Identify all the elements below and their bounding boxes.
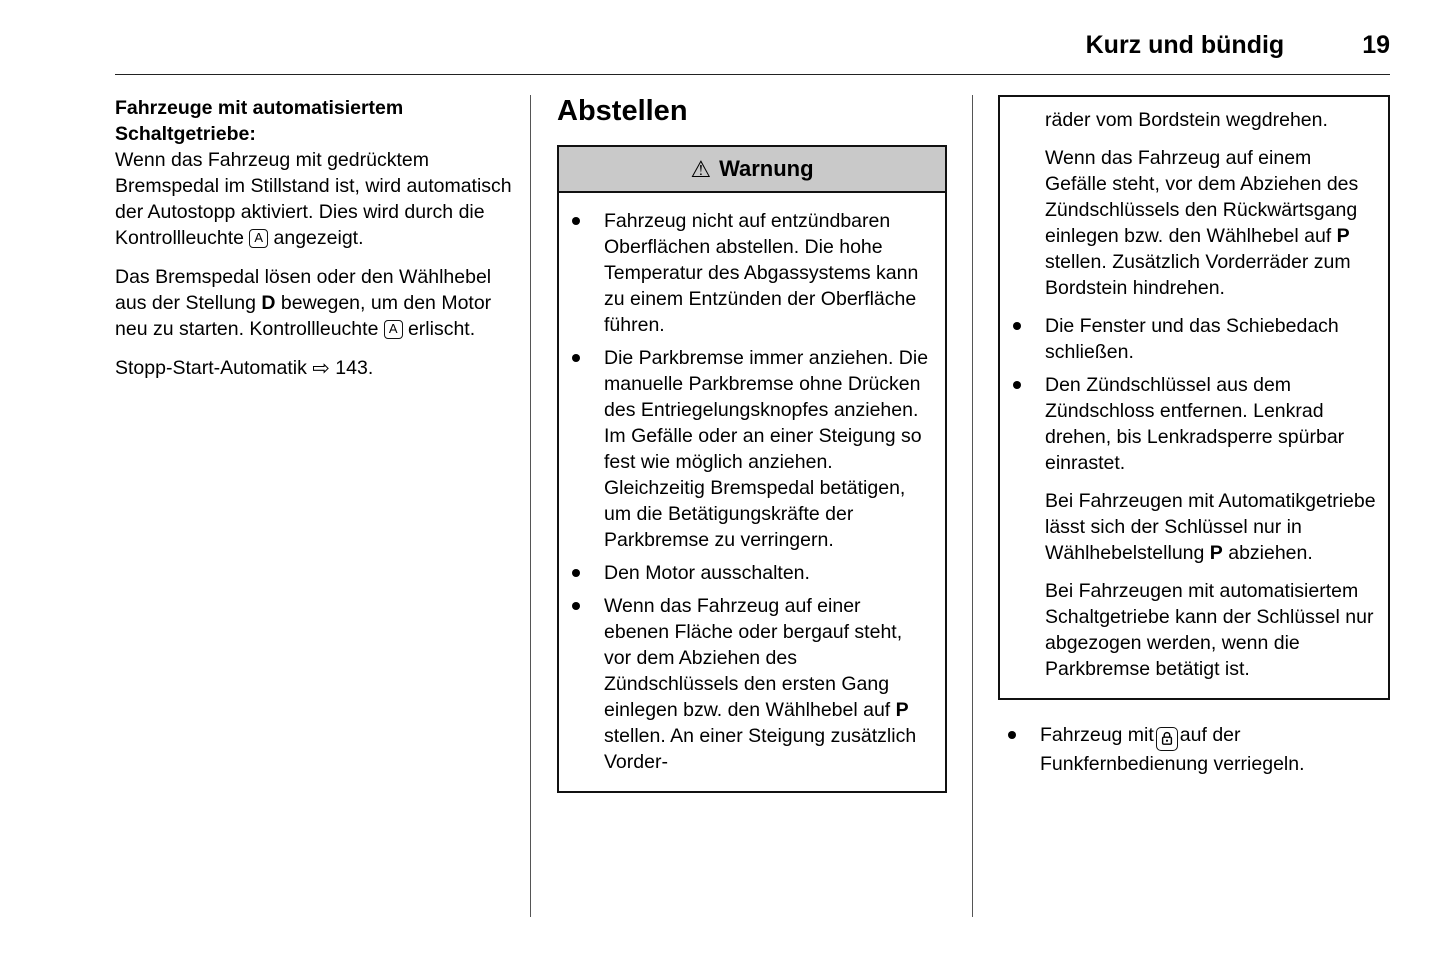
gear-position-p: P (1336, 225, 1350, 247)
paragraph-text: Wenn das Fahrzeug auf einem Gefälle steht, vor dem Abziehen des Zündschlüssels den Rückwärtsgang einlegen bzw. den Wählhebel auf (1045, 147, 1359, 247)
bullet-icon (572, 569, 580, 577)
cross-reference-arrow-icon: ⇨ (312, 357, 330, 380)
list-item (559, 345, 931, 553)
paragraph-text: Stopp-Start-Automatik (115, 357, 307, 379)
warning-title: Warnung (719, 156, 814, 181)
list-item-text: Den Zündschlüssel aus dem Zündschloss entfernen. Lenkrad drehen, bis Lenkradsperre spürbar einrastet. (1045, 374, 1345, 474)
left-paragraph-autostop (115, 147, 512, 251)
list-item-text: Fahrzeug nicht auf entzündbaren Oberflächen abstellen. Die hohe Temperatur des Abgassystems kann zu einem Entzünden der Oberfläche führen. (604, 210, 919, 336)
page-header-title: Kurz und bündig (1085, 31, 1285, 59)
bullet-icon (572, 602, 580, 610)
section-heading: Abstellen (557, 95, 688, 127)
paragraph-text: stellen. Zusätzlich Vorderräder zum Bordstein hindrehen. (1045, 251, 1351, 299)
warning-box (557, 145, 947, 793)
bullet-icon (572, 217, 580, 225)
middle-column (557, 95, 947, 917)
after-box-list (998, 722, 1390, 777)
list-item-text: Die Parkbremse immer anziehen. Die manuelle Parkbremse ohne Drücken des Entriegelungsknopfes anziehen. Im Gefälle oder an einer Steigung so fest wie möglich anziehen. Gleichzeitig Bremspedal betätigen, um die Betätigungskräfte der Parkbremse zu verringern. (604, 347, 929, 551)
paragraph-text: Bei Fahrzeugen mit Automatikgetriebe lässt sich der Schlüssel nur in Wählhebelstellung (1045, 490, 1376, 564)
list-item (559, 593, 931, 775)
bullet-icon (572, 354, 580, 362)
left-column (115, 95, 512, 917)
autostop-indicator-icon: A (249, 229, 268, 248)
paragraph-downhill (1045, 145, 1376, 301)
gear-position-p: P (895, 699, 909, 721)
paragraph-text: auf der Funkfernbedienung verriegeln. (1040, 724, 1305, 775)
right-column (998, 95, 1390, 917)
cross-reference-page: 143. (335, 357, 374, 379)
autostop-indicator-icon: A (384, 320, 403, 339)
paragraph-text: bewegen, um den Motor neu zu starten. Kontrollleuchte (115, 292, 492, 340)
paragraph-text: abziehen. (1228, 542, 1313, 564)
paragraph-automated: Bei Fahrzeugen mit automatisiertem Schaltgetriebe kann der Schlüssel nur abgezogen werden, wenn die Parkbremse betätigt ist. (1045, 580, 1374, 680)
list-item (1000, 313, 1376, 365)
paragraph-text: Wenn das Fahrzeug auf einer ebenen Fläche oder bergauf steht, vor dem Abziehen des Zündschlüssels den ersten Gang einlegen bzw. den Wählhebel auf (604, 595, 903, 721)
gear-position-p: P (1209, 542, 1223, 564)
paragraph-text: angezeigt. (273, 227, 364, 249)
warning-box-header (559, 147, 945, 193)
paragraph-text: erlischt. (407, 318, 476, 340)
gear-position-d: D (261, 292, 276, 314)
bullet-icon (1013, 322, 1021, 330)
list-item-text: Die Fenster und das Schiebedach schließen. (1045, 315, 1339, 363)
page-header (115, 32, 1390, 75)
warning-box-body (559, 208, 945, 775)
list-item (998, 722, 1390, 777)
list-item-text: Den Motor ausschalten. (604, 562, 810, 584)
warning-triangle-icon: ⚠ (690, 155, 712, 182)
column-divider (530, 95, 531, 917)
page-content (115, 95, 1390, 917)
warning-list-continued (1000, 313, 1376, 476)
left-paragraph-brake (115, 264, 512, 342)
list-item-text (604, 593, 931, 775)
cross-reference (115, 355, 512, 382)
paragraph-text: Wenn das Fahrzeug mit gedrücktem Bremspedal im Stillstand ist, wird automatisch der Autostopp aktiviert. Dies wird durch die Kontrollleuchte (115, 149, 512, 249)
list-item (559, 560, 931, 586)
paragraph-text: stellen. An einer Steigung zusätzlich Vorder- (604, 725, 917, 773)
list-item-text (1040, 722, 1390, 777)
warning-list (559, 208, 945, 775)
continuation-text: räder vom Bordstein wegdrehen. (1045, 109, 1328, 131)
column-divider (972, 95, 973, 917)
warning-box-continued (998, 95, 1390, 700)
paragraph-text: Fahrzeug mit (1040, 724, 1154, 746)
page-number: 19 (1362, 31, 1390, 59)
paragraph-text: Das Bremspedal lösen oder den Wählhebel aus der Stellung (115, 266, 492, 314)
left-column-heading: Fahrzeuge mit automatisiertem Schaltgetriebe: (115, 97, 404, 145)
bullet-icon (1013, 381, 1021, 389)
list-item (559, 208, 931, 338)
paragraph-automatic (1045, 488, 1376, 566)
list-item (1000, 372, 1376, 476)
remote-lock-icon (1156, 727, 1178, 751)
bullet-icon (1008, 731, 1016, 739)
